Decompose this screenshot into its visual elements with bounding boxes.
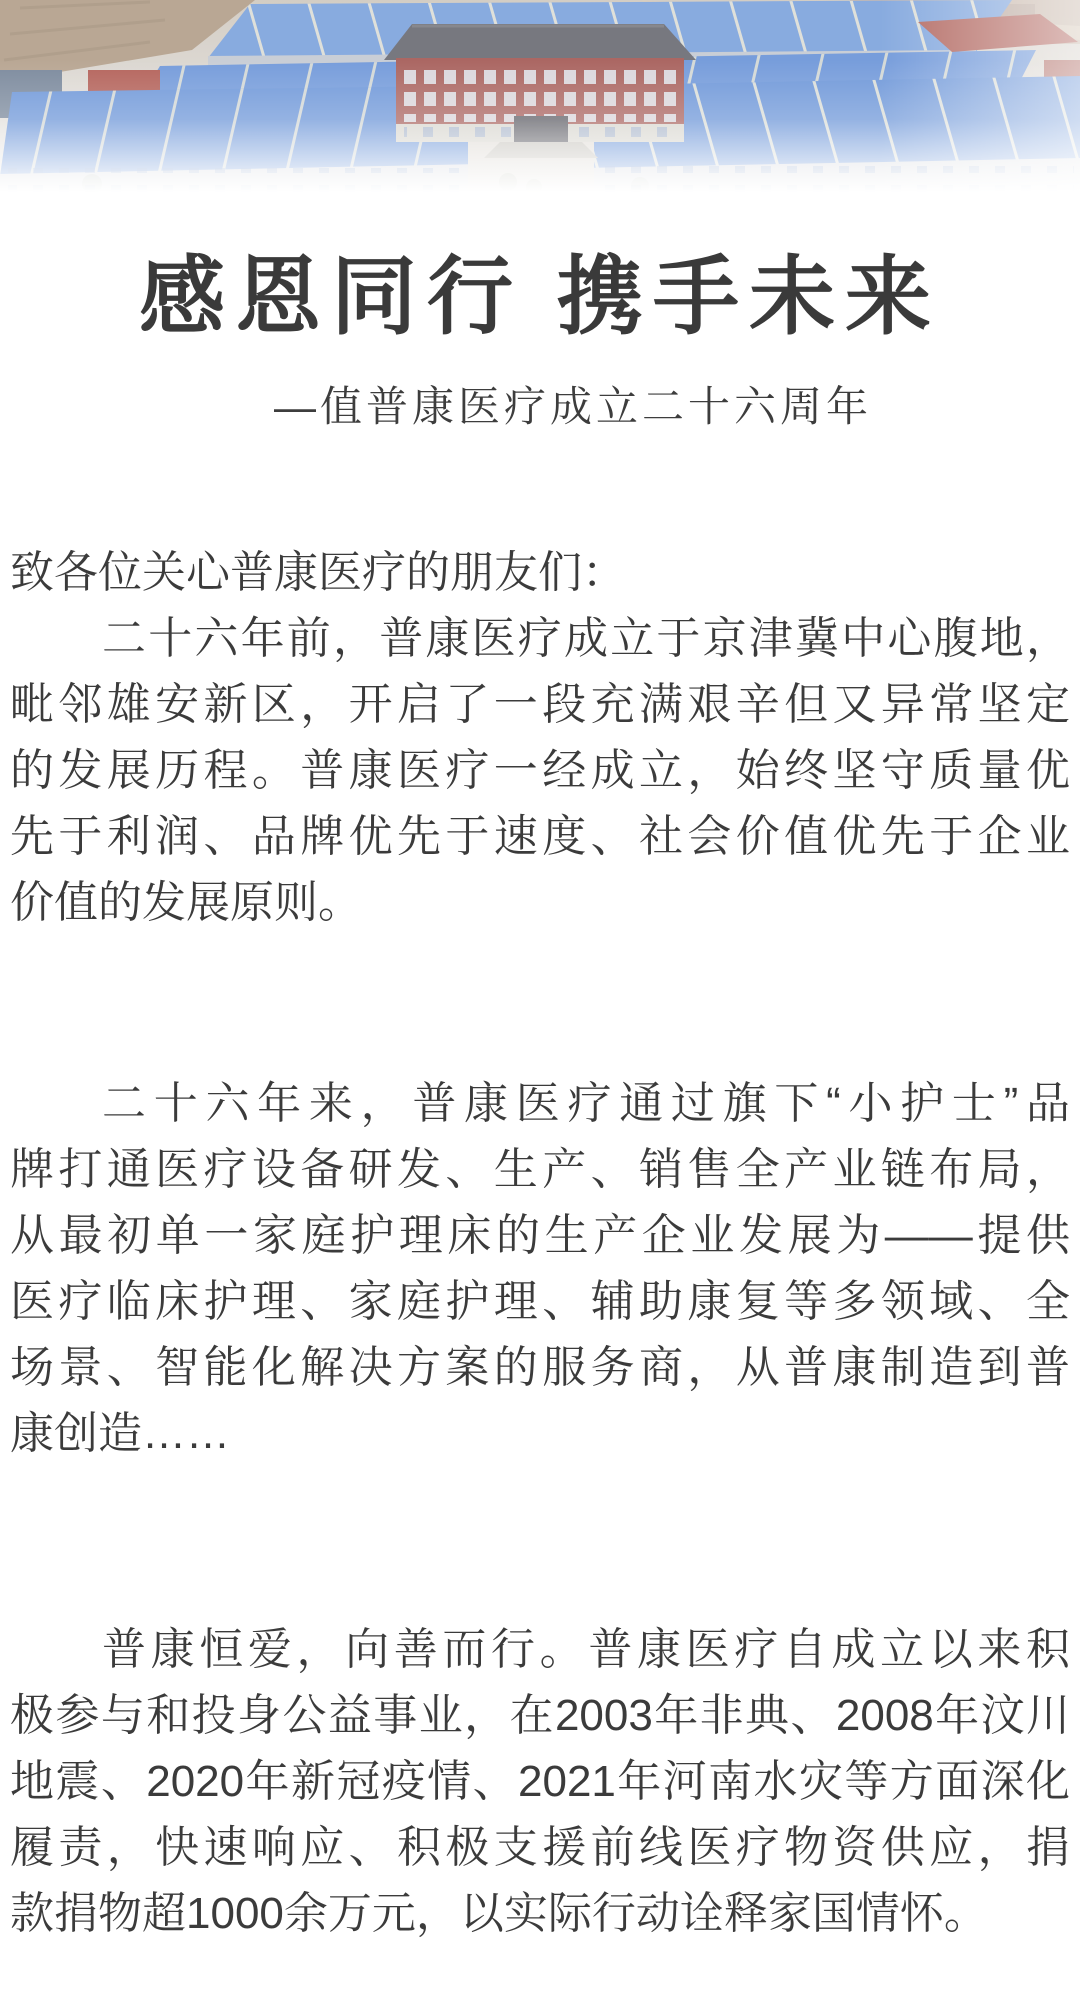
factory-aerial-photo	[0, 0, 1080, 192]
paragraph-1	[10, 606, 1070, 936]
letter-line: 二十六年来，普康医疗通过旗下“小护士”品	[102, 1079, 1070, 1128]
letter-line: 牌打通医疗设备研发、生产、销售全产业链布局，	[10, 1145, 1070, 1194]
letter-line: 毗邻雄安新区，开启了一段充满艰辛但又异常坚定	[10, 680, 1070, 729]
paragraph-2	[10, 1071, 1070, 1467]
letter-line: 从最初单一家庭护理床的生产企业发展为——提供	[10, 1211, 1070, 1260]
page-subtitle: —值普康医疗成立二十六周年	[273, 383, 872, 430]
letter-line: 极参与和投身公益事业，在2003年非典、2008年汶川	[10, 1691, 1070, 1740]
letter-line: 先于利润、品牌优先于速度、社会价值优先于企业	[10, 812, 1070, 861]
letter-line: 履责，快速响应、积极支援前线医疗物资供应，捐	[10, 1823, 1070, 1872]
letter-greeting: 致各位关心普康医疗的朋友们：	[10, 548, 626, 597]
letter-line: 康创造……	[10, 1409, 230, 1458]
paragraph-3	[10, 1617, 1070, 1947]
letter-line: 场景、智能化解决方案的服务商，从普康制造到普	[10, 1343, 1070, 1392]
letter-line: 的发展历程。普康医疗一经成立，始终坚守质量优	[10, 746, 1070, 795]
letter-line: 款捐物超1000余万元，以实际行动诠释家国情怀。	[10, 1889, 988, 1938]
letter-body	[0, 540, 1080, 1947]
letter-line: 地震、2020年新冠疫情、2021年河南水灾等方面深化	[10, 1757, 1070, 1806]
letter-line: 价值的发展原则。	[10, 878, 362, 927]
letter-line: 二十六年前，普康医疗成立于京津冀中心腹地，	[102, 614, 1070, 663]
letter-line: 普康恒爱，向善而行。普康医疗自成立以来积	[102, 1625, 1070, 1674]
letter-line: 医疗临床护理、家庭护理、辅助康复等多领域、全	[10, 1277, 1070, 1326]
title-block	[0, 242, 1080, 436]
page-title: 感恩同行 携手未来	[139, 249, 941, 345]
